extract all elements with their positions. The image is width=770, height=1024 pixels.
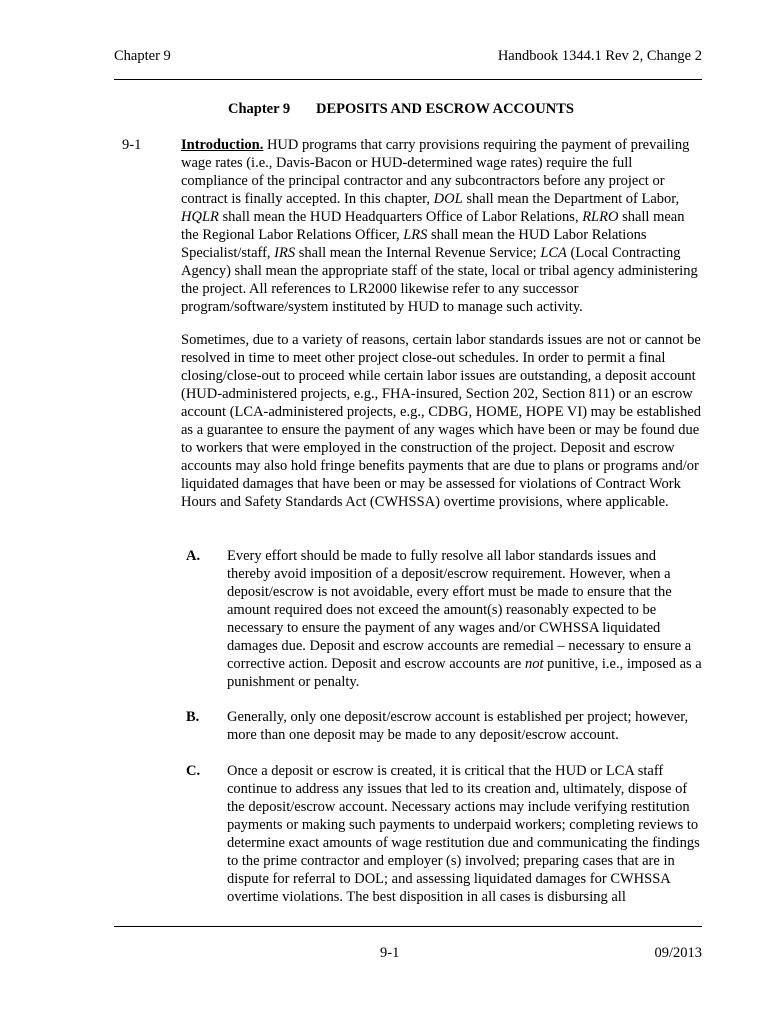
paragraph-deposit-escrow: Sometimes, due to a variety of reasons, certain labor standards issues are not or cannot be resolved in time to meet other project close-out schedules. In order to permit a final closing/close-out to proceed while certain labor issues are outstanding, a deposit account (HUD-administered projects, e.g., FHA-insured, Section 202, Section 811) or an escrow account (LCA-administered projects, e.g., CDBG, HOME, HOPE VI) may be established as a guarantee to ensure the payment of any wages which have been or may be found due to workers that were employed in the construction of the project. Deposit and escrow accounts may also hold fringe benefits payments that are due to plans or programs and/or liquidated damages that have been or may be assessed for violations of Contract Work Hours and Safety Standards Act (CWHSSA) overtime provisions, where applicable. (181, 332, 702, 510)
intro-text-3: shall mean the HUD Headquarters Office of Labor Relations, (218, 209, 583, 225)
chapter-title: DEPOSITS AND ESCROW ACCOUNTS (316, 101, 574, 117)
list-text-a-2: punitive, i.e., imposed as a punishment or penalty. (227, 656, 702, 690)
page-date: 09/2013 (654, 945, 702, 961)
header-handbook: Handbook 1344.1 Rev 2, Change 2 (497, 48, 702, 64)
list-letter-c: C. (186, 763, 201, 779)
chapter-number: Chapter 9 (228, 101, 291, 117)
header-rule (114, 79, 702, 80)
list-text-b: Generally, only one deposit/escrow account is established per project; however, more than one deposit may be made to any deposit/escrow account. (227, 709, 689, 743)
term-irs: IRS (274, 245, 296, 261)
term-dol: DOL (433, 191, 463, 207)
footer-rule (114, 926, 702, 927)
page-number: 9-1 (380, 945, 400, 961)
intro-text-4: shall mean the Regional Labor Relations Officer, (181, 209, 685, 243)
intro-text-5: shall mean the HUD Labor Relations Specialist/staff, (181, 227, 647, 261)
running-header (114, 46, 702, 66)
intro-text-7: (Local Contracting Agency) shall mean the appropriate staff of the state, local or tribal agency administering the project. All references to LR2000 likewise refer to any successor program/software/system instituted by HUD to manage such activity. (181, 245, 698, 315)
term-lrs: LRS (403, 227, 428, 243)
chapter-heading (228, 99, 688, 119)
intro-text-1: HUD programs that carry provisions requiring the payment of prevailing wage rates (i.e., Davis-Bacon or HUD-determined wage rates) require the full compliance of the principal contractor and any subcontractors before any project or contract is finally accepted. In this chapter, (181, 137, 690, 207)
list-text-c: Once a deposit or escrow is created, it is critical that the HUD or LCA staff continue to address any issues that led to its creation and, ultimately, dispose of the deposit/escrow account. Necessary actions may include verifying restitution payments or making such payments to underpaid workers; completing reviews to determine exact amounts of wage restitution due and communicating the findings to the prime contractor and employer (s) involved; preparing cases that are in dispute for referral to DOL; and assessing liquidated damages for CWHSSA overtime violations. The best disposition in all cases is disbursing all (227, 763, 700, 905)
list-text-a-emphasis: not (524, 656, 544, 672)
list-letter-b: B. (186, 709, 200, 725)
intro-text-2: shall mean the Department of Labor, (462, 191, 680, 207)
intro-text-6: shall mean the Internal Revenue Service; (295, 245, 541, 261)
intro-heading: Introduction. (181, 137, 264, 153)
list-letter-a: A. (186, 548, 201, 564)
header-chapter: Chapter 9 (114, 48, 171, 64)
intro-paragraph (181, 136, 702, 316)
term-lca: LCA (540, 245, 567, 261)
term-rlro: RLRO (582, 209, 619, 225)
list-text-a-1: Every effort should be made to fully resolve all labor standards issues and thereby avoid imposition of a deposit/escrow requirement. However, when a deposit/escrow is not avoidable, every effort must be made to ensure that the amount required does not exceed the amount(s) reasonably expected to be necessary to ensure the payment of any wages and/or CWHSSA liquidated damages due. Deposit and escrow accounts are remedial – necessary to ensure a corrective action. Deposit and escrow accounts are (227, 548, 692, 672)
term-hqlr: HQLR (181, 209, 219, 225)
list-text-a (227, 547, 702, 691)
section-number: 9-1 (122, 137, 142, 153)
